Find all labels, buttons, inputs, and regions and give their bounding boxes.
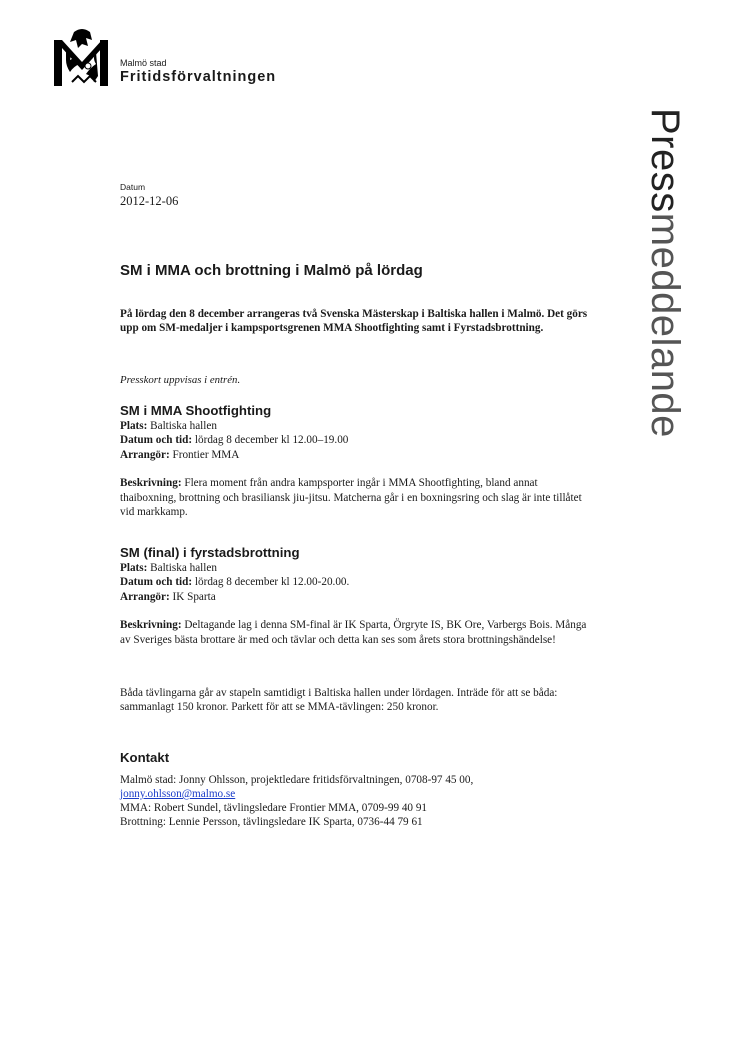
contact-wrestling: Brottning: Lennie Persson, tävlingsledare IK Sparta, 0736-44 79 61 <box>120 816 423 828</box>
event-heading: SM (final) i fyrstadsbrottning <box>120 545 300 560</box>
city-name: Malmö stad <box>120 58 167 68</box>
event-description: Beskrivning: Flera moment från andra kampsporter ingår i MMA Shootfighting, bland annat thaiboxning, brottning och brasiliansk jiu-jitsu. Matcherna går i en boxningsring och slag är inte tillåtet vid markkamp. <box>120 477 582 519</box>
event-wrestling <box>120 545 588 647</box>
page-title: SM i MMA och brottning i Malmö på lördag <box>120 262 423 279</box>
event-description: Beskrivning: Deltagande lag i denna SM-final är IK Sparta, Örgryte IS, BK Ore, Varbergs Bois. Många av Sveriges bästa brottare är med och tävlar och detta kan ses som årets stora brottningshändelse! <box>120 619 587 646</box>
event-datetime: Datum och tid: lördag 8 december kl 12.00–19.00 <box>120 434 349 447</box>
event-mma <box>120 403 588 519</box>
organization-header <box>120 58 276 86</box>
contact-email-link[interactable]: jonny.ohlsson@malmo.se <box>120 788 236 800</box>
date-value: 2012-12-06 <box>120 194 179 208</box>
contact-mma: MMA: Robert Sundel, tävlingsledare Frontier MMA, 0709-99 40 91 <box>120 802 428 814</box>
event-place: Plats: Baltiska hallen <box>120 562 217 574</box>
event-organizer: Arrangör: IK Sparta <box>120 590 216 603</box>
lead-paragraph: På lördag den 8 december arrangeras två Svenska Mästerskap i Baltiska hallen i Malmö. Det görs upp om SM-medaljer i kampsportsgrenen MMA Shootfighting samt i Fyrstadsbrottning. <box>120 308 588 335</box>
side-title-light: meddelande <box>643 212 687 438</box>
event-place: Plats: Baltiska hallen <box>120 420 217 432</box>
event-datetime: Datum och tid: lördag 8 december kl 12.00-20.00. <box>120 576 350 589</box>
press-release-side-title <box>642 108 688 438</box>
contact-malmo: Malmö stad: Jonny Ohlsson, projektledare fritidsförvaltningen, 0708-97 45 00, <box>120 774 474 786</box>
malmo-griffin-icon <box>52 26 112 88</box>
contact-heading: Kontakt <box>120 750 170 765</box>
contact-section <box>120 750 590 829</box>
event-heading: SM i MMA Shootfighting <box>120 403 272 418</box>
press-note: Presskort uppvisas i entrén. <box>120 374 241 386</box>
department-name: Fritidsförvaltningen <box>120 69 277 85</box>
event-organizer: Arrangör: Frontier MMA <box>120 448 240 461</box>
date-label: Datum <box>120 182 146 192</box>
side-title-dark: Press <box>643 108 687 213</box>
ticket-info: Båda tävlingarna går av stapeln samtidigt i Baltiska hallen under lördagen. Inträde för att se båda: sammanlagt 150 kronor. Parkett för att se MMA-tävlingen: 250 kronor. <box>120 687 558 714</box>
